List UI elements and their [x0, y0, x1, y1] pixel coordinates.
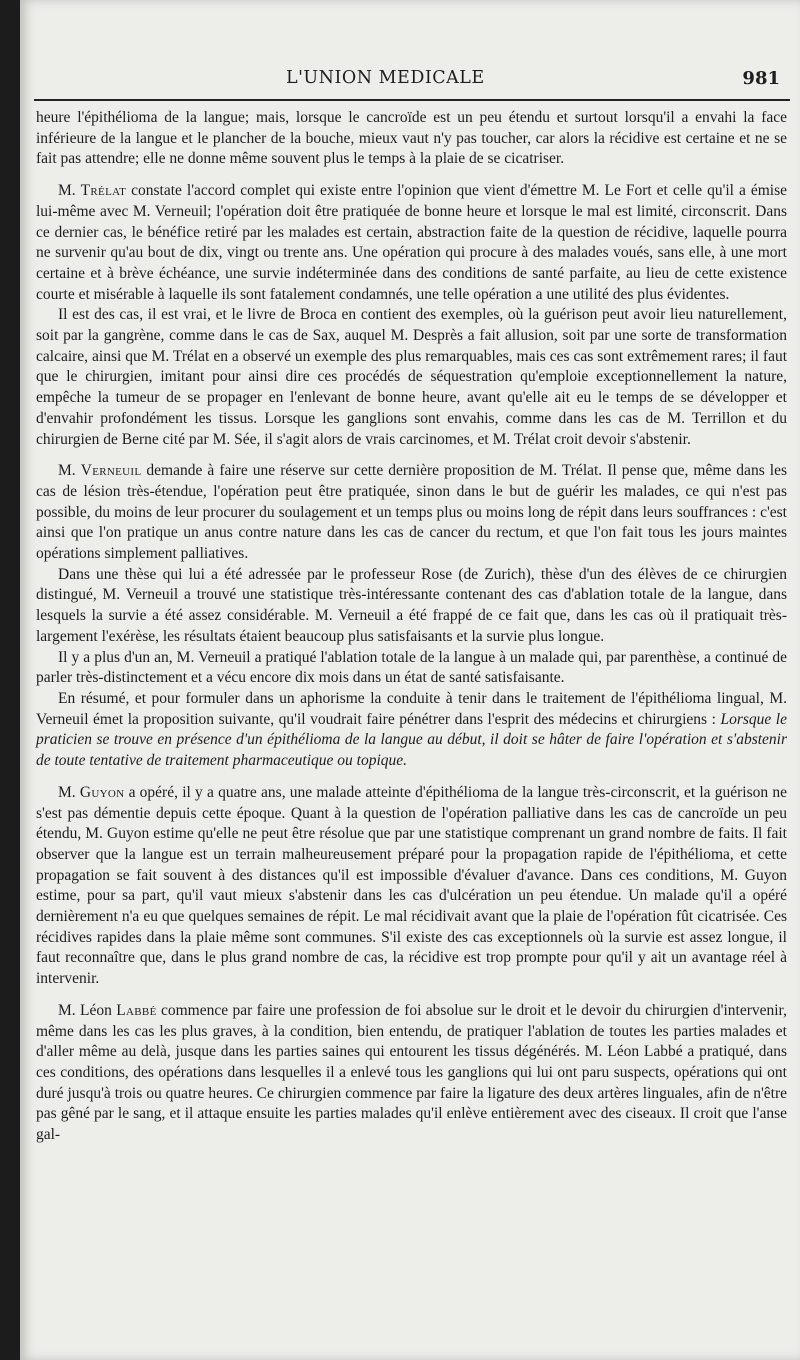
speaker-name: Labbé [116, 1001, 157, 1019]
article-body [36, 108, 787, 1146]
paragraph-labbe: M. Léon Labbé commence par faire une profession de foi absolue sur le droit et le devoir du chirurgien d'intervenir, même dans les cas les plus graves, à la condition, bien entendu, de pratiquer l'ablation de toutes les parties malades et d'aller même au delà, jusque dans les parties saines qui entourent les tissus dégénérés. M. Léon Labbé a pratiqué, dans ces conditions, des opérations dans lesquelles il a enlevé tous les ganglions qui lui ont paru suspects, opérations qui ont duré jusqu'à trois ou quatre heures. Ce chirurgien commence par faire la ligature des deux artères linguales, afin de n'être pas gêné par le sang, et il attaque ensuite les parties malades qu'il enlève entièrement avec des ciseaux. Il croit que l'anse gal- [36, 1001, 787, 1144]
paragraph-3: Il est des cas, il est vrai, et le livre de Broca en contient des exemples, où la guérison peut avoir lieu naturellement, soit par la gangrène, comme dans le cas de Sax, auquel M. Desprès a fait allusion, soit par une sorte de transformation calcaire, ainsi que M. Trélat en a observé un exemple des plus remarquables, mais ces cas sont extrêmement rares; il faut que le chirurgien, imitant pour ainsi dire ces procédés de séquestration qu'emploie exceptionnellement la nature, empêche la tumeur de se propager en l'enlevant de bonne heure, avant qu'elle ait eu le temps de se développer et d'envahir profondément les tissus. Lorsque les ganglions sont envahis, comme dans les cas de M. Terrillon et du chirurgien de Berne cité par M. Sée, il s'agit alors de vrais carcinomes, et M. Trélat croit devoir s'abstenir. [36, 306, 787, 448]
speaker-name: Verneuil [80, 462, 142, 480]
journal-title: L'UNION MEDICALE [286, 68, 485, 88]
paragraph-verneuil: M. Verneuil demande à faire une réserve sur cette dernière proposition de M. Trélat. Il pense que, même dans les cas de lésion très-étendue, l'opération peut être pratiquée, sinon dans le but de guérir les malades, ce qui n'est pas possible, du moins de leur procurer du soulagement et un temps plus ou moins long de répit dans leurs souffrances : c'est ainsi que l'on pratique un anus contre nature dans les cas de cancer du rectum, et que l'on fait tous les jours maintes opérations simplement palliatives. [36, 462, 787, 563]
paragraph-6: Il y a plus d'un an, M. Verneuil a pratiqué l'ablation totale de la langue à un malade qui, par parenthèse, a continué de parler très-distinctement et a vécu encore dix mois dans un état de santé satisfaisante. [36, 648, 787, 687]
paragraph-guyon: M. Guyon a opéré, il y a quatre ans, une malade atteinte d'épithélioma de la langue très-circonscrit, et la guérison ne s'est pas démentie depuis cette époque. Quant à la question de l'opération palliative dans les cas de cancroïde un peu étendu, M. Guyon estime qu'elle ne peut être résolue que par une statistique comprenant un grand nombre de faits. Il fait observer que la langue est un terrain malheureusement préparé pour la propagation rapide de l'épithélioma, et cette propagation se fait souvent à des distances qu'il est impossible d'évaluer d'avance. Dans ces conditions, M. Guyon estime, pour sa part, qu'il vaut mieux s'abstenir dans les cas d'ulcération un peu étendue. Un malade qu'il a opéré dernièrement n'a eu que quelques semaines de répit. Le mal récidivait avant que la plaie de l'opération fût cicatrisée. Ces récidives rapides dans la plaie même sont communes. S'il existe des cas exceptionnels où la survie est assez longue, il faut reconnaître que, dans le plus grand nombre de cas, la récidive est trop prompte pour qu'il y ait un avantage réel à intervenir. [36, 783, 787, 988]
page-number: 981 [742, 68, 780, 89]
paragraph-7: En résumé, et pour formuler dans un aphorisme la conduite à tenir dans le traitement de l'épithélioma lingual, M. Verneuil émet la proposition suivante, qu'il voudrait faire pénétrer dans l'esprit des médecins et chirurgiens : Lorsque le praticien se trouve en présence d'un épithélioma de la langue au début, il doit se hâter de faire l'opération et s'abstenir de toute tentative de traitement pharmaceutique ou topique. [36, 689, 787, 770]
header-rule [34, 99, 790, 101]
paragraph-5: Dans une thèse qui lui a été adressée par le professeur Rose (de Zurich), thèse d'un des élèves de ce chirurgien distingué, M. Verneuil a trouvé une statistique très-intéressante contenant des cas d'ablation totale de la langue, dans lesquels la survie a été assez considérable. M. Verneuil a été frappé de ce fait que, dans les cas où il pratiquait très-largement l'exérèse, les résultats étaient beaucoup plus satisfaisants et la survie plus longue. [36, 565, 787, 645]
speaker-name: Trélat [80, 182, 127, 200]
paragraph-trelat: M. Trélat constate l'accord complet qui existe entre l'opinion que vient d'émettre M. Le Fort et celle qu'il a émise lui-même avec M. Verneuil; l'opération doit être pratiquée de bonne heure et lorsque le mal est limité, circonscrit. Dans ce dernier cas, le bénéfice retiré par les malades est certain, abstraction faite de la question de récidive, laquelle pourra ne survenir qu'au bout de dix, vingt ou trente ans. Une opération qui procure à des malades voués, sans elle, à une mort certaine et à brève échéance, une survie indéterminée dans des conditions de santé parfaite, au lieu de cette existence courte et misérable à laquelle ils sont fatalement condamnés, une telle opération a une utilité des plus évidentes. [36, 182, 787, 303]
paragraph-1: heure l'épithélioma de la langue; mais, lorsque le cancroïde est un peu étendu et surtout lorsqu'il a envahi la face inférieure de la langue et le plancher de la bouche, mieux vaut n'y pas toucher, car alors la récidive est certaine et ne se fait pas attendre; elle ne donne même souvent plus le temps à la plaie de se cicatriser. [36, 109, 787, 168]
aphorism: Lorsque le praticien se trouve en présence d'un épithélioma de la langue au début, il doit se hâter de faire l'opération et s'abstenir de toute tentative de traitement pharmaceutique ou topique. [36, 710, 787, 770]
speaker-name: Guyon [79, 783, 125, 801]
running-header [20, 68, 800, 98]
page [20, 0, 800, 1360]
